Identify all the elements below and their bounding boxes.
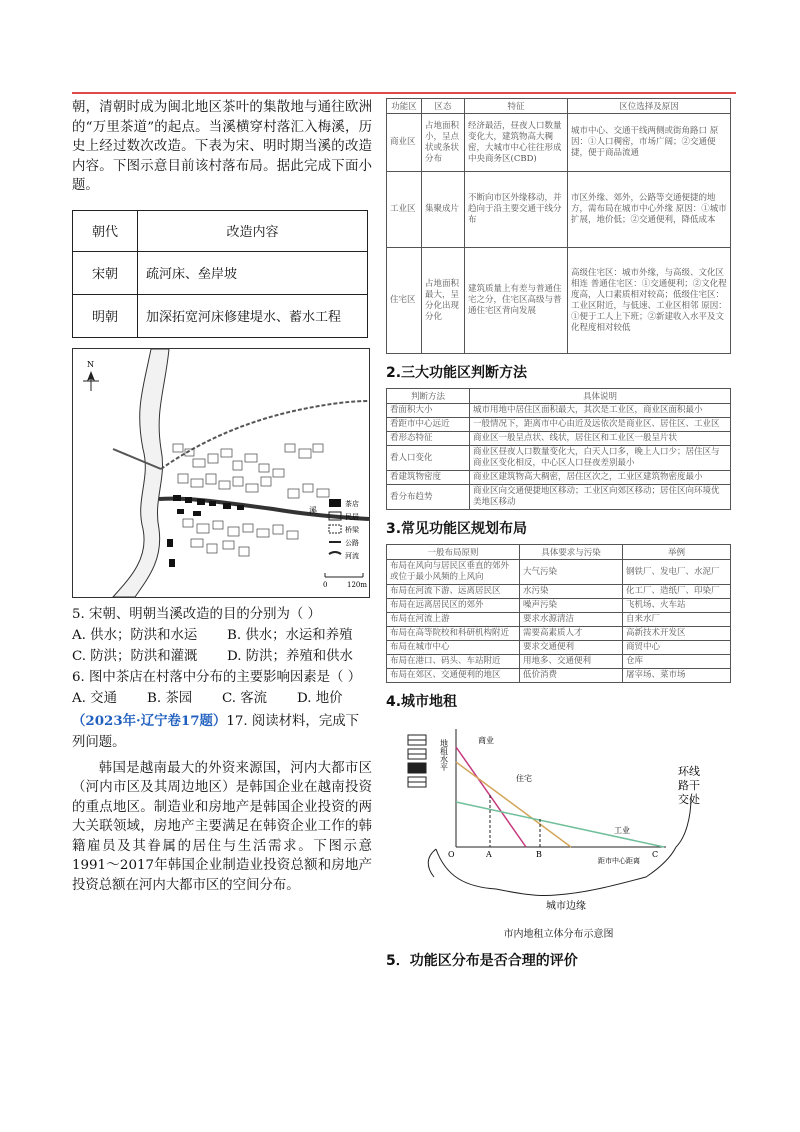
t1-cell: 市区外缘、郊外，公路等交通便捷的地方，需布局在城市中心外缘 原因：①城市扩展，地价低；②交通便利，降低成本 [568, 172, 731, 248]
q6-option-a[interactable]: A. 交通 [72, 690, 117, 706]
point-c: C [652, 850, 659, 859]
map-legend [323, 499, 367, 589]
t3-cell: 低价消费 [520, 669, 623, 683]
t2-cell: 商业区一般呈点状、线状，居住区和工业区一般呈片状 [470, 432, 731, 446]
passage-paragraph: 韩国是越南最大的外资来源国，河内大都市区（河内市区及其周边地区）是韩国企业在越南投资的重点地区。制造业和房地产是韩国企业投资的两大关联领域，房地产主要满足在韩资企业工作的韩籍雇员及其眷属的居住与生活需求。下图示意1991～2017年韩国企业制造业投资总额和房地产投资总额在河内大都市区的空间分布。 [72, 760, 372, 893]
t2-header: 具体说明 [470, 389, 731, 404]
q5-stem: 5. 宋朝、明朝当溪改造的目的分别为（ ） [72, 606, 321, 622]
t2-cell: 看建筑物密度 [387, 471, 470, 485]
judgment-method-table [386, 388, 731, 510]
t2-cell: 城市用地中居住区面积最大，其次是工业区，商业区面积最小 [470, 404, 731, 418]
layout-table [386, 544, 731, 683]
t3-cell: 布局在港口、码头、车站附近 [387, 655, 520, 669]
section-3-heading: 3.常见功能区规划布局 [386, 521, 528, 537]
rent-diagram [386, 717, 731, 923]
q17-source: （2023年·辽宁卷17题） [72, 712, 227, 729]
t3-cell: 大气污染 [520, 560, 623, 585]
q5-options-row1 [72, 625, 372, 646]
question-5 [72, 604, 372, 667]
t3-cell: 化工厂、造纸厂、印染厂 [623, 585, 731, 599]
dynasty-cell: 宋朝 [73, 251, 138, 294]
content-header: 改造内容 [138, 210, 368, 251]
q6-stem: 6. 图中茶店在村落中分布的主要影响因素是（ ） [72, 669, 362, 685]
residence-line [456, 762, 571, 847]
q5-option-c[interactable]: C. 防洪；防洪和灌溉 [72, 648, 198, 664]
residence-label: 住宅 [516, 774, 532, 783]
t1-cell: 城市中心、交通干线两侧或街角路口 原因：①人口稠密，市场广阔；②交通便捷，便于商品流通 [568, 114, 731, 172]
t3-cell: 用地多、交通便利 [520, 655, 623, 669]
rent-diagram-svg [386, 717, 731, 923]
t1-cell: 集聚成片 [422, 172, 465, 248]
t2-cell: 看分布趋势 [387, 485, 470, 510]
t1-cell: 住宅区 [387, 248, 422, 354]
building-stack-icon [408, 735, 426, 787]
t3-cell: 钢铁厂、发电厂、水泥厂 [623, 560, 731, 585]
t3-cell: 要求交通便利 [520, 641, 623, 655]
q17-stem: 17. 阅读材料，完成下列问题。 [72, 713, 359, 750]
q5-option-d[interactable]: D. 防洪；养殖和供水 [227, 648, 353, 664]
city-edge-label: 城市边缘 [546, 901, 586, 912]
t3-cell: 布局在城市中心 [387, 641, 520, 655]
t3-cell: 商贸中心 [623, 641, 731, 655]
t3-cell: 高新技术开发区 [623, 627, 731, 641]
t2-cell: 看形态特征 [387, 432, 470, 446]
dynasty-table [72, 210, 368, 338]
legend-bridge: 桥梁 [345, 525, 359, 534]
rent-xlabel: 距市中心距离 [598, 857, 640, 865]
legend-tea-shop: 茶店 [345, 499, 359, 508]
t1-cell: 高级住宅区：城市外缘，与高级、文化区相连 普通住宅区：①交通便利；②文化程度高，人口素质相对较高；低级住宅区：工业区附近，与低速、工业区相邻 原因：①便于工人上下班；②新建收入水平及文化程度相对较低 [568, 248, 731, 354]
point-b: B [536, 850, 542, 859]
main-river [113, 349, 169, 597]
q6-option-d[interactable]: D. 地价 [297, 690, 343, 706]
right-column [386, 98, 731, 976]
t2-cell: 看面积大小 [387, 404, 470, 418]
t1-header: 特征 [465, 99, 568, 114]
t1-cell: 占地面积小，呈点状或条状分布 [422, 114, 465, 172]
stream-label: 溪 [309, 505, 317, 515]
t3-cell: 水污染 [520, 585, 623, 599]
t2-cell: 一般情况下，距离市中心由近及远依次是商业区、居住区、工业区 [470, 418, 731, 432]
t1-header: 区态 [422, 99, 465, 114]
t3-cell: 飞机场、火车站 [623, 599, 731, 613]
question-17 [72, 711, 372, 753]
content-cell: 疏河床、垒岸坡 [138, 251, 368, 294]
village-map [72, 348, 370, 598]
t1-header: 区位选择及原因 [568, 99, 731, 114]
t1-cell: 占地面积最大，呈分化出现分化 [422, 248, 465, 354]
section-4-heading: 4.城市地租 [386, 694, 458, 710]
t2-cell: 商业区向交通便捷地区移动；工业区向郊区移动；居住区向环境优美地区移动 [470, 485, 731, 510]
north-label: N [87, 359, 94, 369]
village-map-svg [73, 349, 369, 597]
content-cell: 加深拓宽河床修建堤水、蓄水工程 [138, 294, 368, 337]
t3-header: 一般布局原则 [387, 545, 520, 560]
question-6 [72, 667, 372, 709]
scale-zero: 0 [323, 580, 328, 589]
t1-cell: 商业区 [387, 114, 422, 172]
t1-cell: 不断向市区外缘移动，并趋向于沿主要交通干线分布 [465, 172, 568, 248]
t2-cell: 商业区建筑物高大稠密，居住区次之，工业区建筑物密度最小 [470, 471, 731, 485]
t3-cell: 屠宰场、菜市场 [623, 669, 731, 683]
point-o: O [448, 850, 455, 859]
t2-cell: 看人口变化 [387, 446, 470, 471]
t2-cell: 商业区昼夜人口数量变化大，白天人口多，晚上人口少；居住区与商业区变化相反，中心区人口昼夜差别最小 [470, 446, 731, 471]
side-text: 环线路干交处 [678, 765, 700, 806]
t3-cell: 仓库 [623, 655, 731, 669]
legend-river: 河流 [345, 551, 359, 560]
t1-cell: 工业区 [387, 172, 422, 248]
t3-cell: 布局在风向与居民区垂直的郊外或位于最小风频的上风向 [387, 560, 520, 585]
t3-cell: 布局在远离居民区的郊外 [387, 599, 520, 613]
section-5-heading: 5．功能区分布是否合理的评价 [386, 953, 578, 969]
t2-cell: 看距市中心远近 [387, 418, 470, 432]
city-ground [436, 847, 676, 896]
t1-cell: 经济最活，昼夜人口数量变化大，建筑物高大稠密，大城市中心往往形成中央商务区(CBD) [465, 114, 568, 172]
scale-label: 120m [347, 580, 367, 589]
legend-road: 公路 [345, 538, 359, 547]
legend-residence: 民居 [345, 512, 359, 521]
t3-header: 具体要求与污染 [520, 545, 623, 560]
t3-cell: 布局在高等院校和科研机构附近 [387, 627, 520, 641]
intro-paragraph: 朝，清朝时成为闽北地区茶叶的集散地与通往欧洲的“万里茶道”的起点。当溪横穿村落汇入梅溪，历史上经过数次改造。下表为宋、明时期当溪的改造内容。下图示意目前该村落布局。据此完成下面小题。 [72, 100, 372, 193]
point-a: A [486, 850, 492, 859]
t3-cell: 需要高素质人才 [520, 627, 623, 641]
dynasty-header: 朝代 [73, 210, 138, 251]
north-arrow-icon [83, 371, 99, 391]
q6-option-c[interactable]: C. 客流 [222, 690, 268, 706]
q6-option-b[interactable]: B. 茶园 [147, 690, 193, 706]
t1-cell: 建筑质量上有差与普通住宅之分，住宅区高级与普通住宅区背向发展 [465, 248, 568, 354]
t3-cell: 布局在河流上游 [387, 613, 520, 627]
q6-options [72, 688, 372, 709]
q5-option-a[interactable]: A. 供水；防洪和水运 [72, 627, 198, 643]
t3-cell: 布局在郊区、交通便利的地区 [387, 669, 520, 683]
q5-option-b[interactable]: B. 供水；水运和养殖 [227, 627, 353, 643]
rent-ylabel: 地租水平 [439, 739, 449, 771]
t3-cell: 布局在河流下游、远离居民区 [387, 585, 520, 599]
dynasty-cell: 明朝 [73, 294, 138, 337]
tea-shops [167, 495, 244, 567]
rent-caption: 市内地租立体分布示意图 [503, 929, 614, 940]
industry-line [456, 802, 664, 847]
t3-cell: 要求水源清洁 [520, 613, 623, 627]
left-column [72, 98, 372, 895]
road [161, 401, 369, 469]
industry-label: 工业 [614, 826, 630, 835]
section-2-heading: 2.三大功能区判断方法 [386, 365, 528, 381]
t3-cell: 自来水厂 [623, 613, 731, 627]
t3-header: 举例 [623, 545, 731, 560]
q5-options-row2 [72, 646, 372, 667]
t3-cell: 噪声污染 [520, 599, 623, 613]
t1-header: 功能区 [387, 99, 422, 114]
header-rule [72, 92, 736, 94]
t2-header: 判断方法 [387, 389, 470, 404]
commerce-label: 商业 [478, 736, 494, 745]
commerce-line [456, 747, 526, 847]
function-zone-table [386, 98, 731, 354]
